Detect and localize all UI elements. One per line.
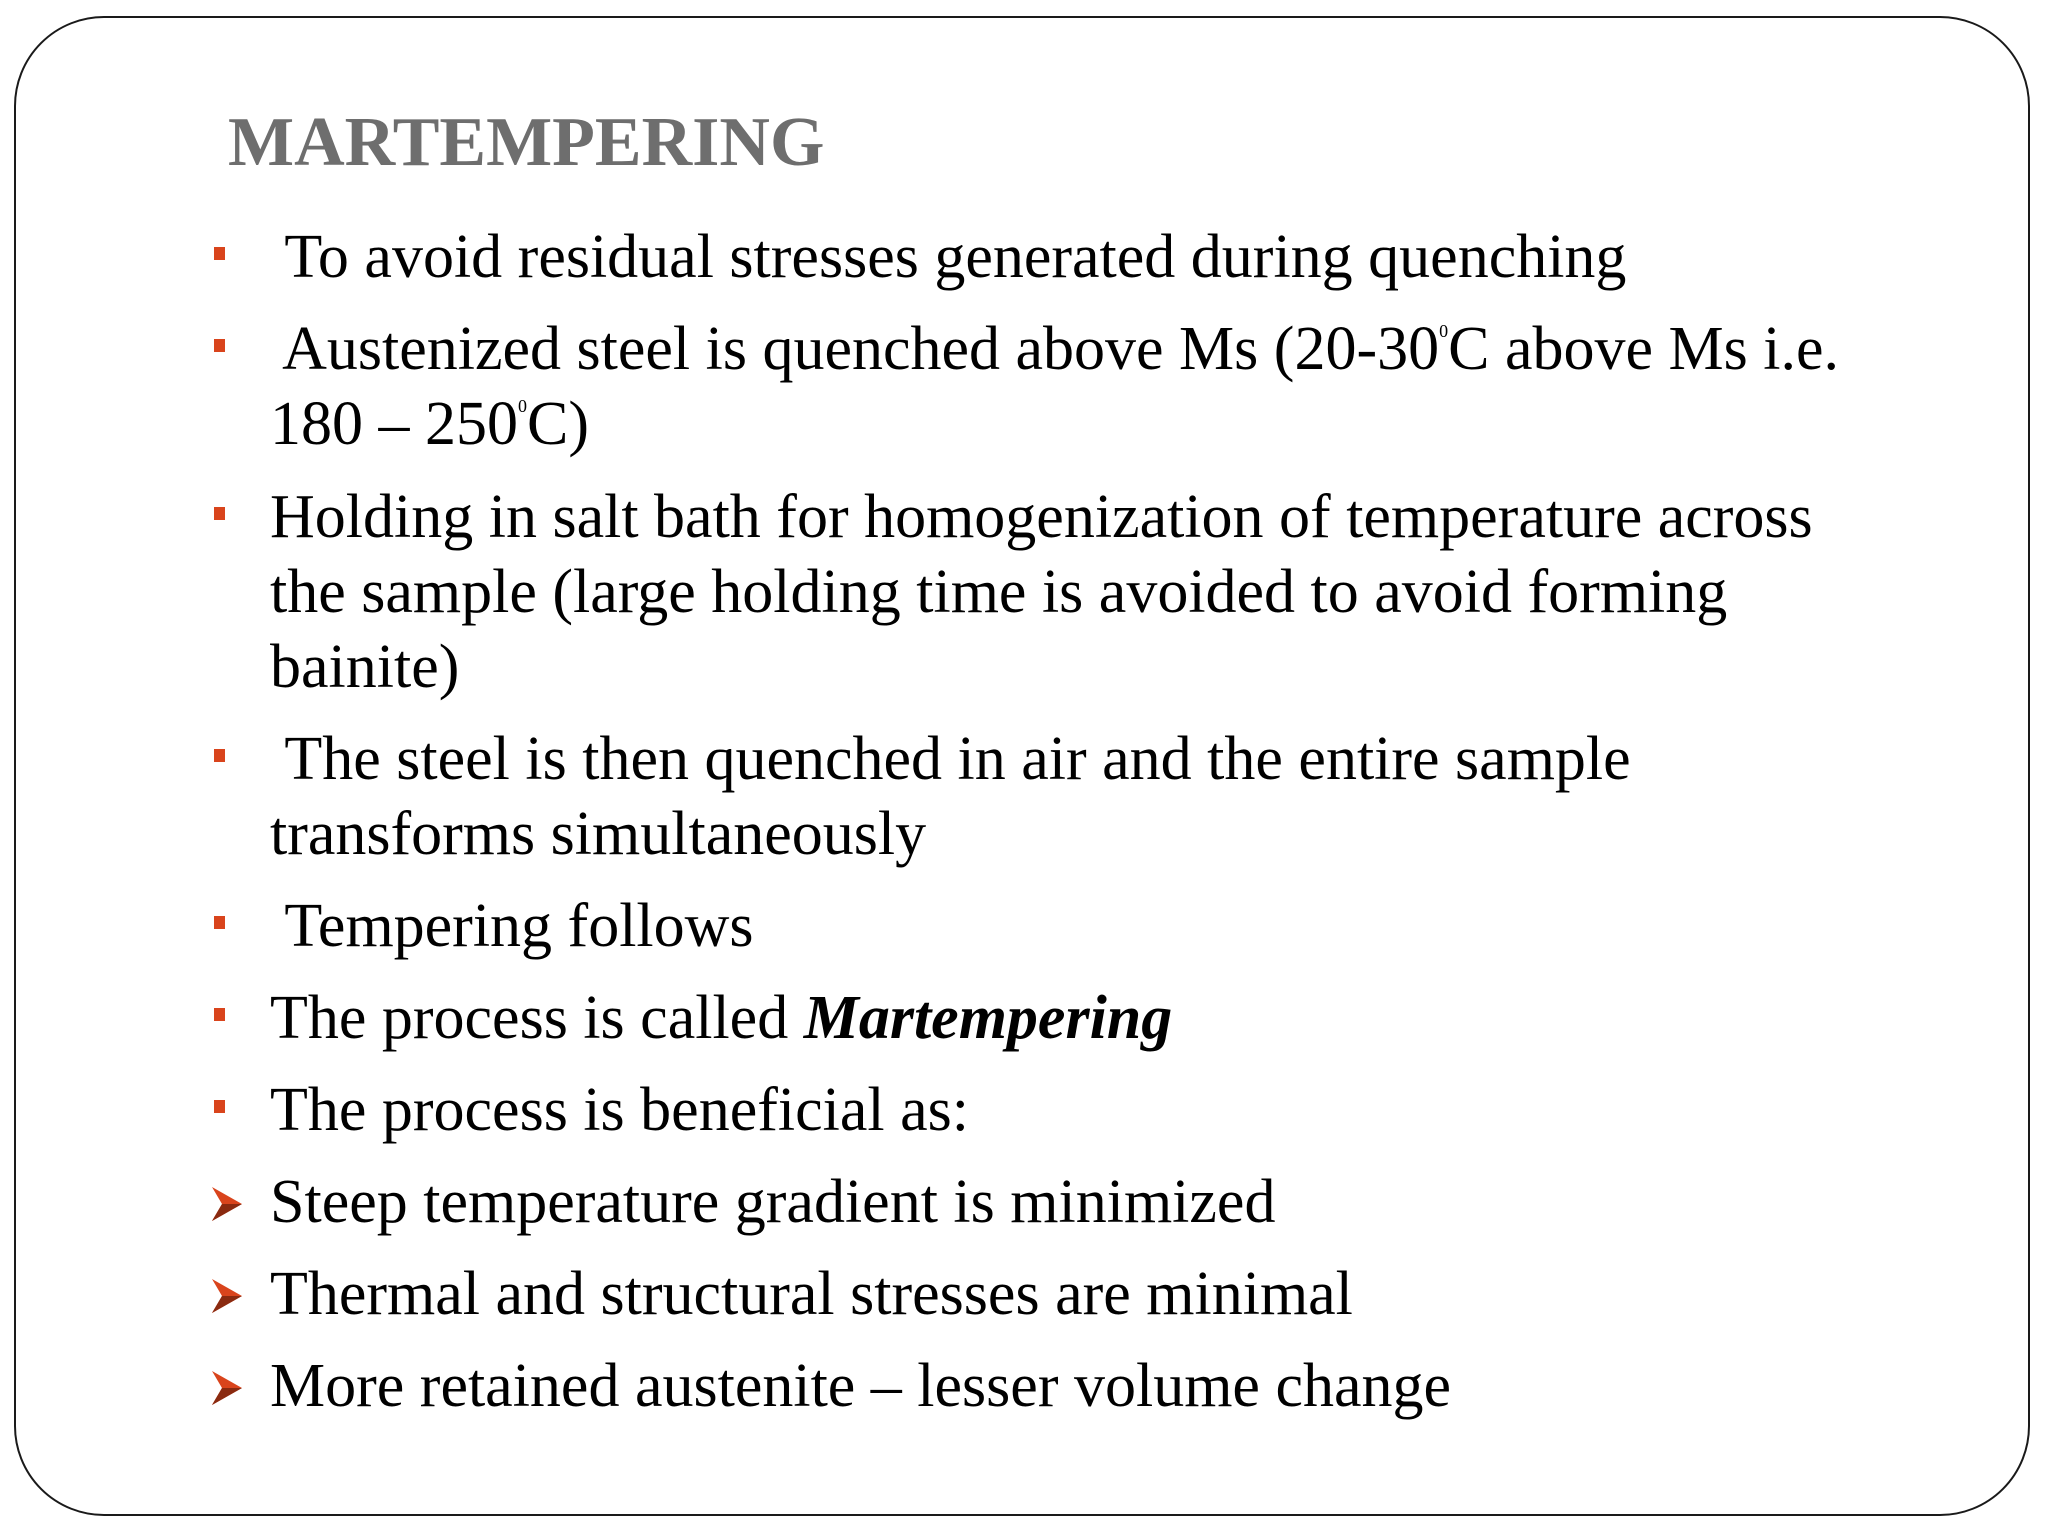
degree-superscript: 0 <box>1439 321 1449 341</box>
square-bullet-icon <box>214 1100 225 1113</box>
arrow-bullet-icon <box>210 1185 244 1223</box>
bullet-text: The process is beneficial as: <box>270 1076 969 1144</box>
square-bullet-icon <box>214 916 225 929</box>
bullet-text: the sample (large holding time is avoided to avoid forming <box>270 558 1728 626</box>
bullet-text-part: The process is called <box>270 984 804 1052</box>
bullet-text <box>270 312 1910 387</box>
bullet-text: Tempering follows <box>270 892 754 960</box>
bullet-text: More retained austenite – lesser volume change <box>270 1352 1451 1420</box>
arrow-bullet-icon <box>210 1369 244 1407</box>
bullet-text: The steel is then quenched in air and the entire sample <box>270 725 1631 793</box>
emphasis-text: Martempering <box>803 984 1173 1052</box>
slide-title: MARTEMPERING <box>228 104 825 181</box>
bullet-text: Holding in salt bath for homogenization of temperature across <box>270 483 1813 551</box>
bullet-text: transforms simultaneously <box>270 800 927 868</box>
bullet-text <box>270 981 1910 1056</box>
bullet-text: bainite) <box>270 633 460 701</box>
square-bullet-icon <box>214 339 225 352</box>
bullet-text-part: C above Ms i.e. <box>1448 315 1839 383</box>
bullet-text-part: C) <box>527 390 589 458</box>
square-bullet-icon <box>214 507 225 520</box>
square-bullet-icon <box>214 247 225 260</box>
degree-superscript: 0 <box>518 396 527 416</box>
arrow-bullet-icon <box>210 1277 244 1315</box>
bullet-text-part: 180 – 250 <box>270 390 518 458</box>
bullet-text: Steep temperature gradient is minimized <box>270 1168 1276 1236</box>
square-bullet-icon <box>214 1008 225 1021</box>
square-bullet-icon <box>214 749 225 762</box>
bullet-text: Thermal and structural stresses are minimal <box>270 1260 1353 1328</box>
bullet-text-part: Austenized steel is quenched above Ms (20-30 <box>270 315 1440 383</box>
bullet-text <box>270 387 1910 462</box>
bullet-text: To avoid residual stresses generated during quenching <box>270 223 1627 291</box>
